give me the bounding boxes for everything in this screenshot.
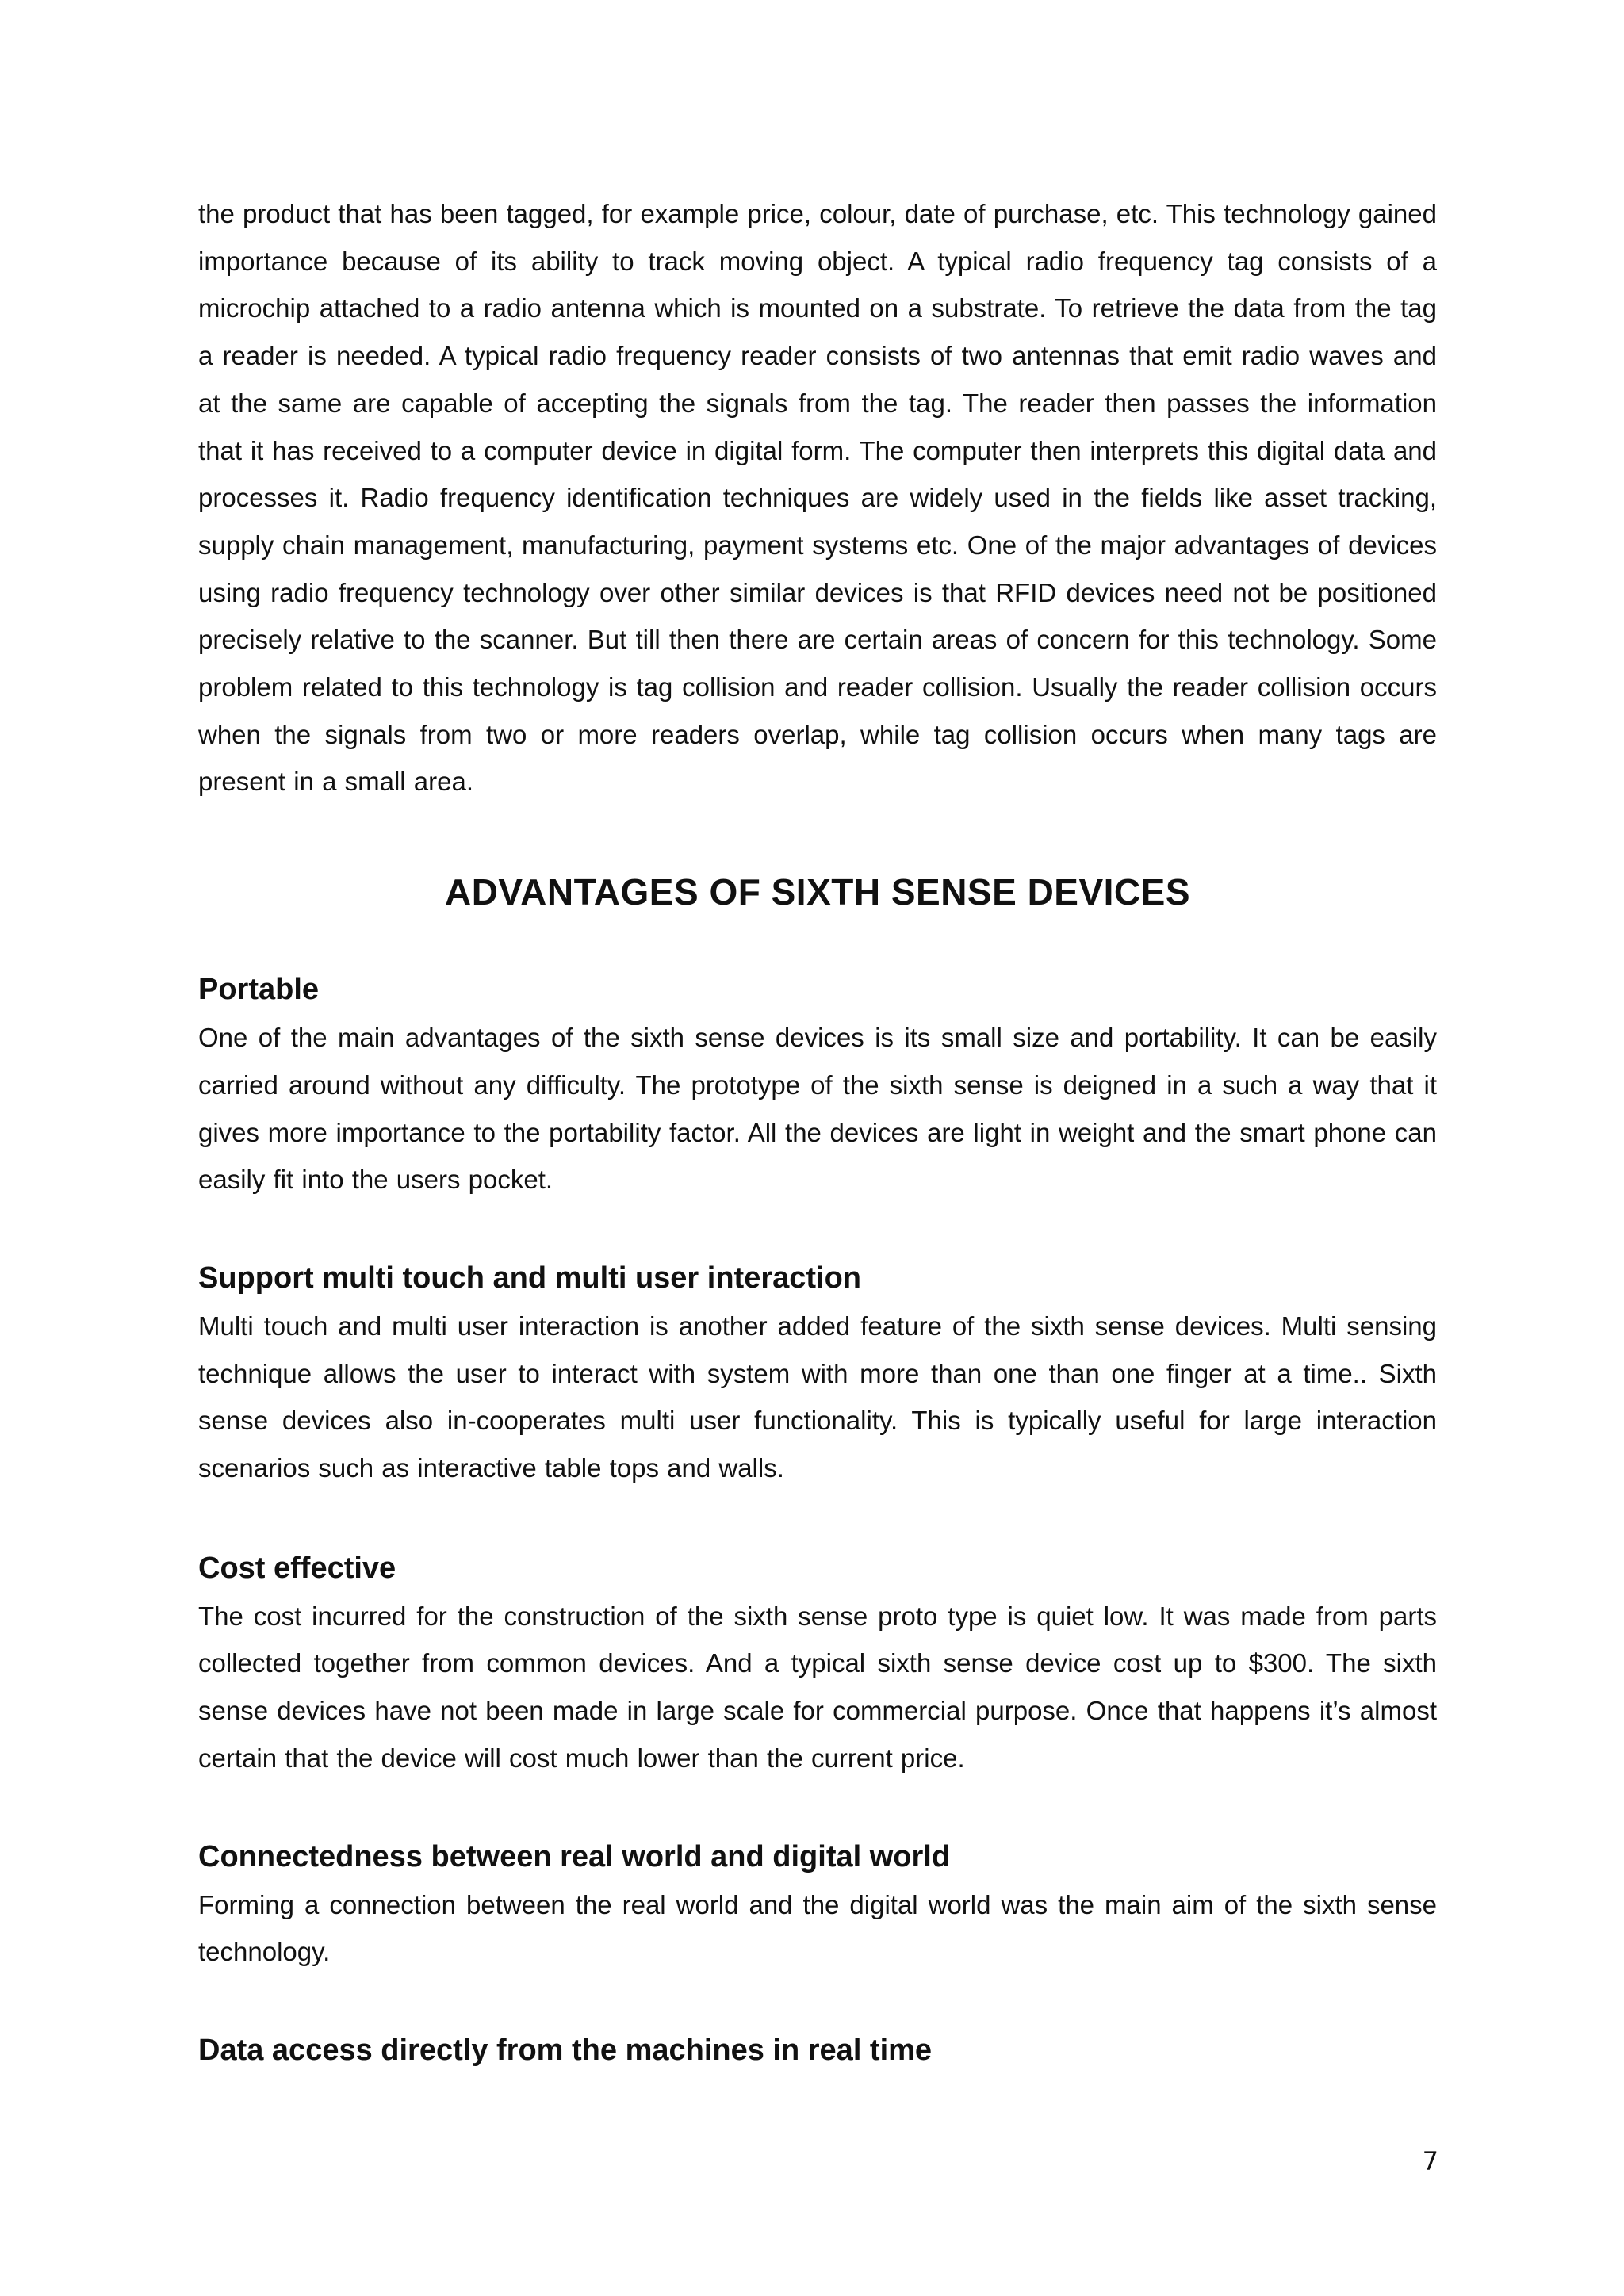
main-heading: ADVANTAGES OF SIXTH SENSE DEVICES <box>444 871 1191 913</box>
section-body-portable: One of the main advantages of the sixth sense devices is its small size and portability. It can be easily carried around without any difficulty. The prototype of the sixth sense is deigned in a such a way that it gives more importance to the portability factor. All the devices are light in weight and the smart phone can easily fit into the users pocket. <box>198 1023 1437 1195</box>
intro-paragraph: the product that has been tagged, for example price, colour, date of purchase, etc. This technology gained importance because of its ability to track moving object. A typical radio frequency tag consists of a microchip attached to a radio antenna which is mounted on a substrate. To retrieve the data from the tag a reader is needed. A typical radio frequency reader consists of two antennas that emit radio waves and at the same are capable of accepting the signals from the tag. The reader then passes the information that it has received to a computer device in digital form. The computer then interprets this digital data and processes it. Radio frequency identification techniques are widely used in the fields like asset tracking, supply chain management, manufacturing, payment systems etc. One of the major advantages of devices using radio frequency technology over other similar devices is that RFID devices need not be positioned precisely relative to the scanner. But till then there are certain areas of concern for this technology. Some problem related to this technology is tag collision and reader collision. Usually the reader collision occurs when the signals from two or more readers overlap, while tag collision occurs when many tags are present in a small area. <box>198 199 1437 797</box>
section-portable <box>198 965 1437 1203</box>
section-connectedness <box>198 1832 1437 1976</box>
section-data-access <box>198 2026 1437 2075</box>
section-heading-connectedness: Connectedness between real world and digital world <box>198 1839 951 1873</box>
section-cost-effective <box>198 1544 1437 1782</box>
section-body-multi-touch: Multi touch and multi user interaction is another added feature of the sixth sense devices. Multi sensing technique allows the user to interact with system with more than one than one finger at a time.. Sixth sense devices also in-cooperates multi user functionality. This is typically useful for large interaction scenarios such as interactive table tops and walls. <box>198 1311 1437 1483</box>
section-body-cost-effective: The cost incurred for the construction of the sixth sense proto type is quiet low. It was made from parts collected together from common devices. And a typical sixth sense device cost up to $300. The sixth sense devices have not been made in large scale for commercial purpose. Once that happens it’s almost certain that the device will cost much lower than the current price. <box>198 1601 1437 1773</box>
section-heading-cost-effective: Cost effective <box>198 1551 396 1585</box>
section-multi-touch <box>198 1253 1437 1492</box>
section-heading-portable: Portable <box>198 973 320 1007</box>
page-content <box>198 190 1437 2075</box>
section-body-connectedness: Forming a connection between the real world and the digital world was the main aim of the sixth sense technology. <box>198 1889 1437 1967</box>
section-heading-data-access: Data access directly from the machines in real time <box>198 2033 933 2067</box>
page-number: 7 <box>1422 2146 1438 2176</box>
section-heading-multi-touch: Support multi touch and multi user interaction <box>198 1261 862 1295</box>
